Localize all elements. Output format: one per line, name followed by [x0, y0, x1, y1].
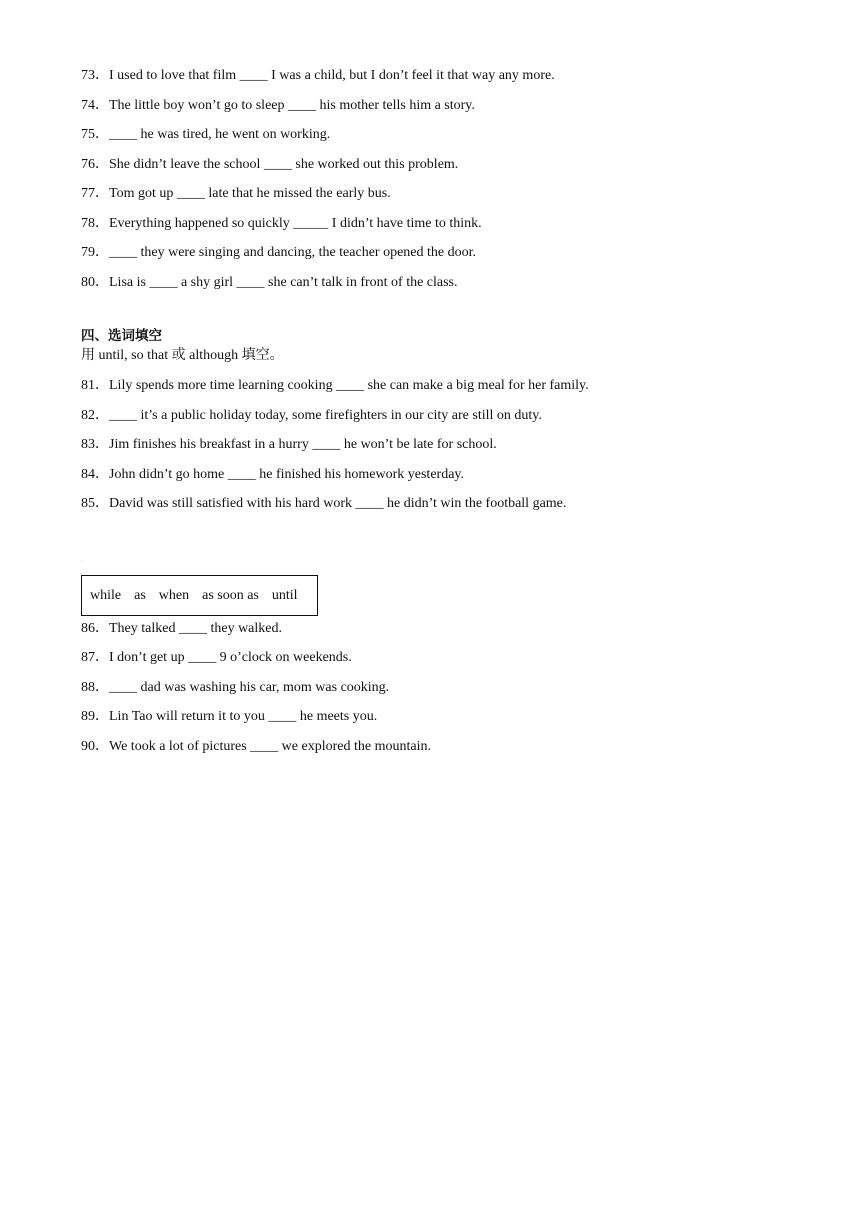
question-89: 89．Lin Tao will return it to you ____ he meets you. [81, 709, 378, 724]
word-bank-item: as soon as [202, 587, 259, 603]
word-bank-item: while [90, 587, 122, 603]
question-88: 88．____ dad was washing his car, mom was cooking. [81, 680, 390, 695]
question-79: 79．____ they were singing and dancing, the teacher opened the door. [81, 245, 476, 260]
question-75: 75．____ he was tired, he went on working. [81, 127, 331, 142]
section-title: 四、选词填空 [81, 328, 162, 344]
question-86: 86．They talked ____ they walked. [81, 621, 283, 636]
question-90: 90．We took a lot of pictures ____ we explored the mountain. [81, 739, 431, 754]
section-instruction: 用 until, so that 或 although 填空。 [81, 348, 284, 363]
question-82: 82．____ it’s a public holiday today, some firefighters in our city are still on duty. [81, 408, 542, 423]
question-76: 76．She didn’t leave the school ____ she worked out this problem. [81, 157, 459, 172]
question-85: 85．David was still satisfied with his hard work ____ he didn’t win the football game. [81, 496, 567, 511]
word-bank-box [81, 575, 318, 616]
question-84: 84．John didn’t go home ____ he finished his homework yesterday. [81, 467, 465, 482]
question-83: 83．Jim finishes his breakfast in a hurry ____ he won’t be late for school. [81, 437, 497, 452]
question-78: 78．Everything happened so quickly _____ I didn’t have time to think. [81, 216, 482, 231]
question-80: 80．Lisa is ____ a shy girl ____ she can’t talk in front of the class. [81, 275, 458, 290]
word-bank-item: as [134, 587, 146, 603]
stray-mark: · [81, 558, 83, 564]
word-bank-item: until [271, 587, 298, 603]
question-87: 87．I don’t get up ____ 9 o’clock on weekends. [81, 650, 352, 665]
word-bank-item: when [158, 587, 190, 603]
question-77: 77．Tom got up ____ late that he missed the early bus. [81, 186, 391, 201]
question-81: 81．Lily spends more time learning cooking ____ she can make a big meal for her family. [81, 378, 589, 393]
question-74: 74．The little boy won’t go to sleep ____ his mother tells him a story. [81, 98, 475, 113]
question-73: 73．I used to love that film ____ I was a child, but I don’t feel it that way any more. [81, 68, 555, 83]
